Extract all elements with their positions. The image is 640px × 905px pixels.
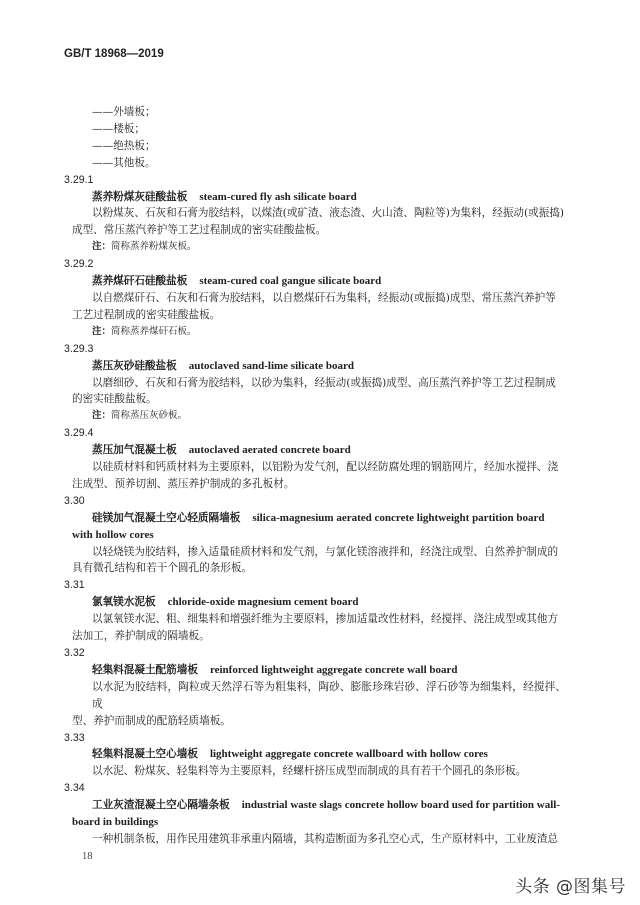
term-heading — [72, 358, 566, 375]
term-entries — [64, 172, 566, 848]
term-entry — [64, 493, 566, 578]
term-english: autoclaved sand-lime silicate board — [188, 359, 355, 372]
term-entry — [64, 341, 566, 426]
term-chinese: 蒸养粉煤灰硅酸盐板 — [92, 190, 188, 203]
term-chinese: 硅镁加气混凝土空心轻质隔墙板 — [92, 511, 241, 524]
term-entry — [64, 172, 566, 257]
clause-number: 3.29.4 — [64, 427, 94, 440]
clause-number: 3.29.1 — [64, 173, 94, 186]
term-chinese: 氯氧镁水泥板 — [92, 596, 156, 609]
definition-line: 具有微孔结构和若干个圆孔的条形板。 — [72, 562, 253, 575]
term-chinese: 蒸养煤矸石硅酸盐板 — [92, 275, 188, 288]
definition-line: 以轻烧镁为胶结料，掺入适量硅质材料和发气剂，与氯化镁溶液拌和，经浇注成型、自然养护制成的 — [92, 545, 559, 558]
clause-number: 3.32 — [64, 647, 85, 659]
document-body — [64, 104, 566, 864]
term-english-continued: board in buildings — [72, 816, 159, 829]
term-entry — [64, 577, 566, 645]
term-heading — [72, 797, 566, 814]
definition-line: 以氯氧镁水泥、粗、细集料和增强纤维为主要原料，掺加适量改性材料，经搅拌、浇注成型或其他方 — [92, 613, 559, 626]
term-chinese: 蒸压加气混凝土板 — [92, 444, 177, 457]
watermark: 头条 @图集号 — [515, 877, 626, 897]
definition-line: 成型、常压蒸汽养护等工艺过程制成的密实硅酸盐板。 — [72, 224, 327, 237]
document-id-header: GB/T 18968—2019 — [64, 48, 164, 60]
list-item: ——绝热板； — [92, 139, 156, 152]
note-label: 注： — [92, 325, 112, 337]
list-item: ——其他板。 — [92, 156, 156, 169]
term-heading — [72, 442, 566, 459]
definition-line: 以硅质材料和钙质材料为主要原料，以铝粉为发气剂，配以经防腐处理的钢筋网片，经加水搅拌、浇 — [92, 461, 559, 474]
term-entry — [64, 645, 566, 730]
term-heading — [72, 594, 566, 611]
page-number: 18 — [82, 850, 93, 862]
term-entry — [64, 780, 566, 848]
term-heading — [72, 662, 566, 679]
definition-line: 以自燃煤矸石、石灰和石膏为胶结料，以自燃煤矸石为集料，经振动(或振捣)成型、常压蒸汽养护等 — [92, 291, 556, 304]
definition-line: 法加工，养护制成的隔墙板。 — [72, 630, 210, 643]
term-entry — [64, 730, 566, 781]
term-english: chloride-oxide magnesium cement board — [167, 596, 359, 609]
term-english: reinforced lightweight aggregate concrete wall board — [209, 663, 458, 676]
term-english: steam-cured coal gangue silicate board — [199, 275, 382, 288]
definition-line: 以磨细砂、石灰和石膏为胶结料，以砂为集料，经振动(或振捣)成型、高压蒸汽养护等工艺过程制成 — [92, 376, 556, 389]
list-item: ——楼板； — [92, 122, 145, 135]
note-label: 注： — [92, 410, 112, 422]
note-text: 简称蒸养粉煤灰板。 — [111, 241, 197, 253]
clause-number: 3.30 — [64, 494, 85, 507]
definition-line: 工艺过程制成的密实硅酸盐板。 — [72, 308, 221, 321]
term-heading — [72, 189, 566, 206]
term-heading — [72, 746, 566, 763]
term-english-continued: with hollow cores — [72, 528, 154, 541]
term-chinese: 蒸压灰砂硅酸盐板 — [92, 359, 177, 372]
note-text: 简称蒸压灰砂板。 — [111, 410, 188, 422]
clause-number: 3.29.3 — [64, 342, 94, 355]
definition-line: 以粉煤灰、石灰和石膏为胶结料，以煤渣(或矿渣、液态渣、火山渣、陶粒等)为集料，经振动(或振捣) — [92, 207, 565, 220]
definition-line: 以水泥、粉煤灰、轻集料等为主要原料，经螺杆挤压成型而制成的具有若干个圆孔的条形板。 — [92, 765, 527, 778]
term-heading — [72, 510, 566, 527]
clause-number: 3.33 — [64, 731, 85, 744]
definition-line: 的密实硅酸盐板。 — [72, 393, 157, 406]
term-entry — [64, 425, 566, 493]
definition-line: 一种机制条板，用作民用建筑非承重内隔墙，其构造断面为多孔空心式，生产原材料中，工业废渣总 — [92, 832, 559, 845]
term-chinese: 工业灰渣混凝土空心隔墙条板 — [92, 799, 230, 812]
term-english: lightweight aggregate concrete wallboard with hollow cores — [209, 748, 488, 761]
definition-line: 注成型、预养切割、蒸压养护制成的多孔板材。 — [72, 477, 295, 490]
term-chinese: 轻集料混凝土空心墙板 — [92, 748, 198, 761]
note — [72, 324, 566, 341]
note — [72, 239, 566, 256]
list-item: ——外墙板； — [92, 106, 156, 118]
definition-line: 型、养护而制成的配筋轻质墙板。 — [72, 714, 231, 727]
term-english: silica-magnesium aerated concrete lightweight partition board — [252, 511, 545, 524]
note — [72, 408, 566, 425]
note-label: 注： — [92, 241, 112, 253]
term-heading — [72, 273, 566, 290]
clause-number: 3.29.2 — [64, 258, 94, 271]
note-text: 简称蒸养煤矸石板。 — [111, 325, 197, 337]
term-english: steam-cured fly ash silicate board — [199, 190, 357, 203]
term-english: autoclaved aerated concrete board — [188, 444, 351, 457]
term-entry — [64, 256, 566, 341]
definition-line: 以水泥为胶结料，陶粒或天然浮石等为粗集料，陶砂、膨胀珍珠岩砂、浮石砂等为细集料，经搅拌、成 — [92, 680, 566, 710]
term-english: industrial waste slags concrete hollow board used for partition wall- — [241, 799, 561, 812]
clause-number: 3.34 — [64, 782, 85, 795]
term-chinese: 轻集料混凝土配筋墙板 — [92, 663, 198, 676]
clause-number: 3.31 — [64, 579, 85, 592]
